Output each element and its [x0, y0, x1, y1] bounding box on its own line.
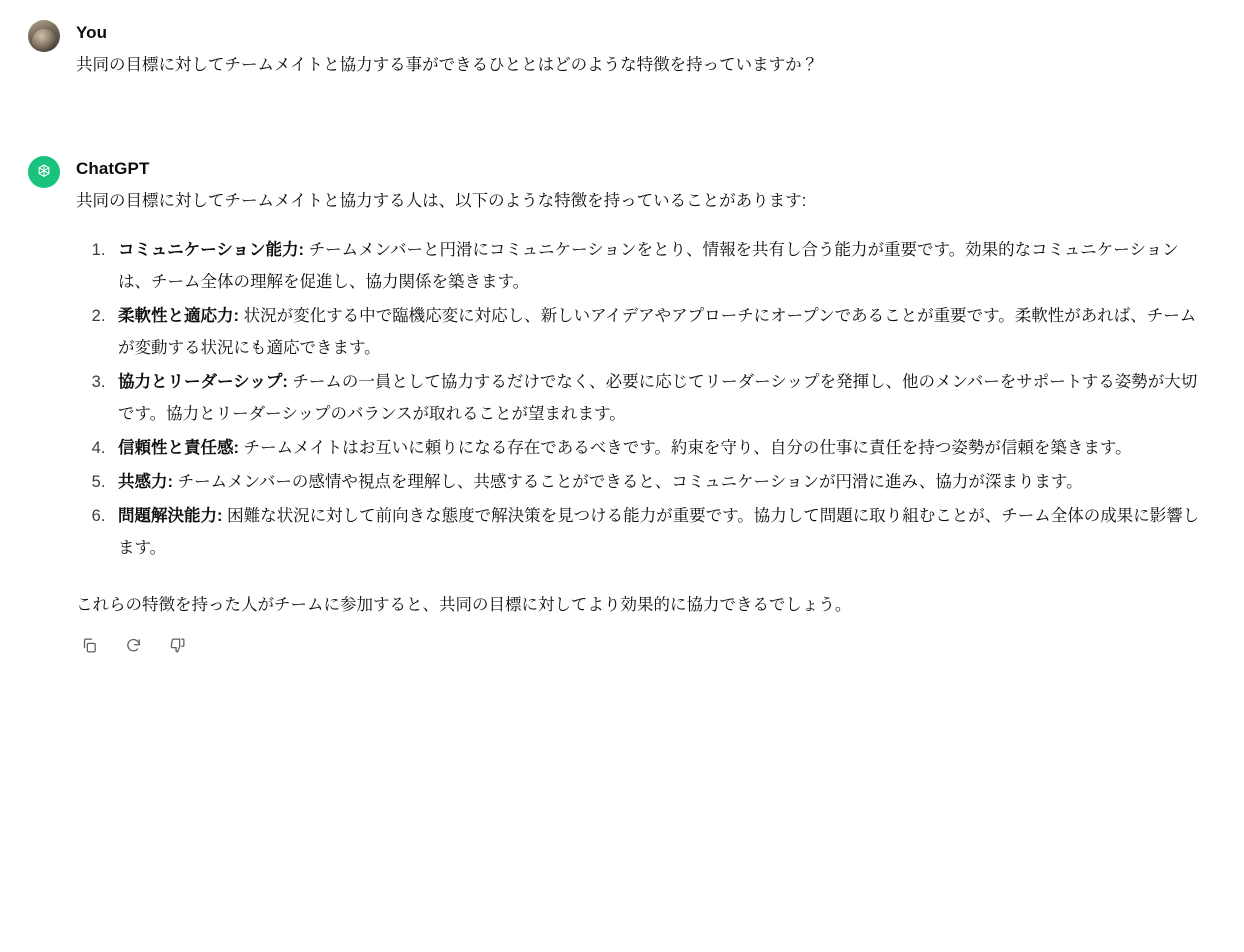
regenerate-icon[interactable] — [122, 634, 144, 656]
list-item-term: 問題解決能力: — [118, 507, 223, 525]
list-item-detail: チームメンバーと円滑にコミュニケーションをとり、情報を共有し合う能力が重要です。効果的なコミュニケーションは、チーム全体の理解を促進し、協力関係を築きます。 — [118, 241, 1179, 291]
list-item-detail: チームメンバーの感情や視点を理解し、共感することができると、コミュニケーションが円滑に進み、協力が深まります。 — [173, 473, 1083, 491]
list-item-detail: 状況が変化する中で臨機応変に対応し、新しいアイデアやアプローチにオープンであることが重要です。柔軟性があれば、チームが変動する状況にも適応できます。 — [118, 307, 1197, 357]
list-item — [110, 466, 1204, 498]
list-item-detail: チームメイトはお互いに頼りになる存在であるべきです。約束を守り、自分の仕事に責任を持つ姿勢が信頼を築きます。 — [239, 439, 1132, 457]
list-item — [110, 432, 1204, 464]
assistant-intro-text: 共同の目標に対してチームメイトと協力する人は、以下のような特徴を持っていることがあります: — [76, 192, 807, 210]
list-item-term: 共感力: — [118, 473, 173, 491]
message-action-bar — [76, 634, 1204, 656]
user-message-text: 共同の目標に対してチームメイトと協力する事ができるひととはどのような特徴を持っていますか？ — [76, 56, 819, 74]
list-item-detail: チームの一員として協力するだけでなく、必要に応じてリーダーシップを発揮し、他のメンバーをサポートする姿勢が大切です。協力とリーダーシップのバランスが取れることが望まれます。 — [118, 373, 1198, 423]
list-item — [110, 234, 1204, 298]
list-item-term: コミュニケーション能力: — [118, 241, 305, 259]
characteristics-list — [76, 234, 1204, 564]
assistant-message-body — [76, 154, 1204, 656]
list-item — [110, 366, 1204, 430]
avatar — [28, 20, 60, 52]
user-message — [28, 18, 1204, 80]
assistant-avatar-wrap — [28, 154, 60, 188]
list-item-term: 柔軟性と適応力: — [118, 307, 239, 325]
thumbs-down-icon[interactable] — [166, 634, 188, 656]
list-item — [110, 500, 1204, 564]
openai-logo-icon — [28, 156, 60, 188]
assistant-message — [28, 154, 1204, 656]
copy-icon[interactable] — [78, 634, 100, 656]
user-avatar-wrap — [28, 18, 60, 52]
message-author-name: You — [76, 23, 108, 42]
list-item-term: 信頼性と責任感: — [118, 439, 239, 457]
list-item-term: 協力とリーダーシップ: — [118, 373, 288, 391]
user-message-body — [76, 18, 1204, 80]
list-item — [110, 300, 1204, 364]
message-author-name: ChatGPT — [76, 159, 150, 178]
assistant-closing-text: これらの特徴を持った人がチームに参加すると、共同の目標に対してより効果的に協力できるでしょう。 — [76, 596, 852, 614]
list-item-detail: 困難な状況に対して前向きな態度で解決策を見つける能力が重要です。協力して問題に取り組むことが、チーム全体の成果に影響します。 — [118, 507, 1200, 557]
